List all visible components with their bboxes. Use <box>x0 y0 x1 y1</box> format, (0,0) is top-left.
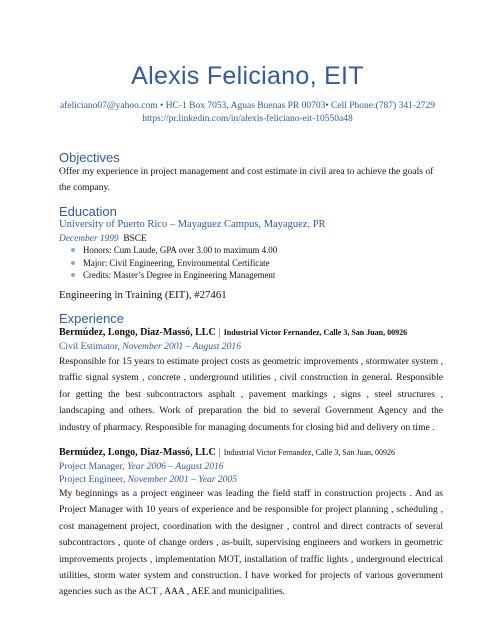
role-dates: Year 2006 – August 2016 <box>127 461 224 472</box>
certification: Engineering in Training (EIT), #27461 <box>59 289 227 301</box>
candidate-name: Alexis Feliciano, EIT <box>131 62 364 90</box>
employer-address: Industrial Victor Fernandez, Calle 3, San Juan, 00926 <box>223 448 396 457</box>
separator: | <box>218 327 221 338</box>
education-heading: Education <box>59 204 117 219</box>
bullet-icon <box>71 248 75 252</box>
role-dates: November 2001 – August 2016 <box>122 341 241 352</box>
contact-line: afeliciano07@yahoo.com • HC-1 Box 7053, Aguas Buenas PR 00703• Cell Phone:(787) 341-2729 <box>59 101 436 111</box>
role-line <box>59 474 237 485</box>
employer-name: Bermúdez, Longo, Diaz-Massó, LLC <box>59 327 216 338</box>
role-line <box>59 341 241 352</box>
list-item: Credits: Master’s Degree in Engineering Management <box>70 269 277 282</box>
employer-line <box>59 327 407 338</box>
role-dates: November 2001 – Year 2005 <box>127 474 238 485</box>
experience-heading: Experience <box>59 311 125 326</box>
employer-name: Bermúdez, Longo, Diaz-Massó, LLC <box>59 447 216 458</box>
job-description: My beginnings as a project engineer was leading the field staff in construction projects . And as Project Manager with 10 years of experience and be responsible for project planning , scheduling , cost management project, coordination with the designer , control and direct contracts of several subcontractors , quote of change orders , as-built, supervising engineers and workers in geometric improvements projects , implementation MOT, installation of traffic lights , underground electrical utilities, storm water system and construction. I have worked for projects of various government agencies such as the ACT , AAA , AEE and municipalities. <box>59 488 443 598</box>
bullet-icon <box>71 261 75 265</box>
employer-line <box>59 447 395 458</box>
job-description: Responsible for 15 years to estimate project costs as geometric improvements , stormwater system , traffic signal system , concrete , underground utilities , civil construction in general. Responsible for getting the best subcontractors asphalt , pavement markings , signs , steel structures , landscaping and others. Work of preparation the bid to several Government Agency and the industry of pharmacy. Responsible for managing documents for closing bid and delivery on time . <box>59 356 443 433</box>
list-item: Honors: Cum Laude, GPA over 3.00 to maximum 4.00 <box>70 244 277 257</box>
employer-address: Industrial Victor Fernandez, Calle 3, San Juan, 00926 <box>223 328 408 337</box>
school-name: University of Puerto Rico – Mayaguez Campus, Mayaguez, PR <box>59 219 326 230</box>
objectives-text: Offer my experience in project management and cost estimate in civil area to achieve the goals of the company. <box>59 166 434 194</box>
role-line <box>59 461 224 472</box>
graduation-date: December 1999 <box>59 234 119 244</box>
degree-line <box>59 234 147 244</box>
degree: BSCE <box>123 234 147 244</box>
objectives-heading: Objectives <box>59 150 120 165</box>
linkedin-link[interactable]: https://pr.linkedin.com/in/alexis-feliciano-eit-10550a48 <box>142 114 353 124</box>
separator: | <box>218 447 221 458</box>
bullet-icon <box>71 273 75 277</box>
role-title: Civil Estimator, <box>59 341 120 352</box>
role-title: Project Engineer, <box>59 474 126 485</box>
list-item: Major: Civil Engineering, Environmental Certificate <box>70 257 277 270</box>
education-bullets <box>70 244 277 282</box>
role-title: Project Manager, <box>59 461 125 472</box>
